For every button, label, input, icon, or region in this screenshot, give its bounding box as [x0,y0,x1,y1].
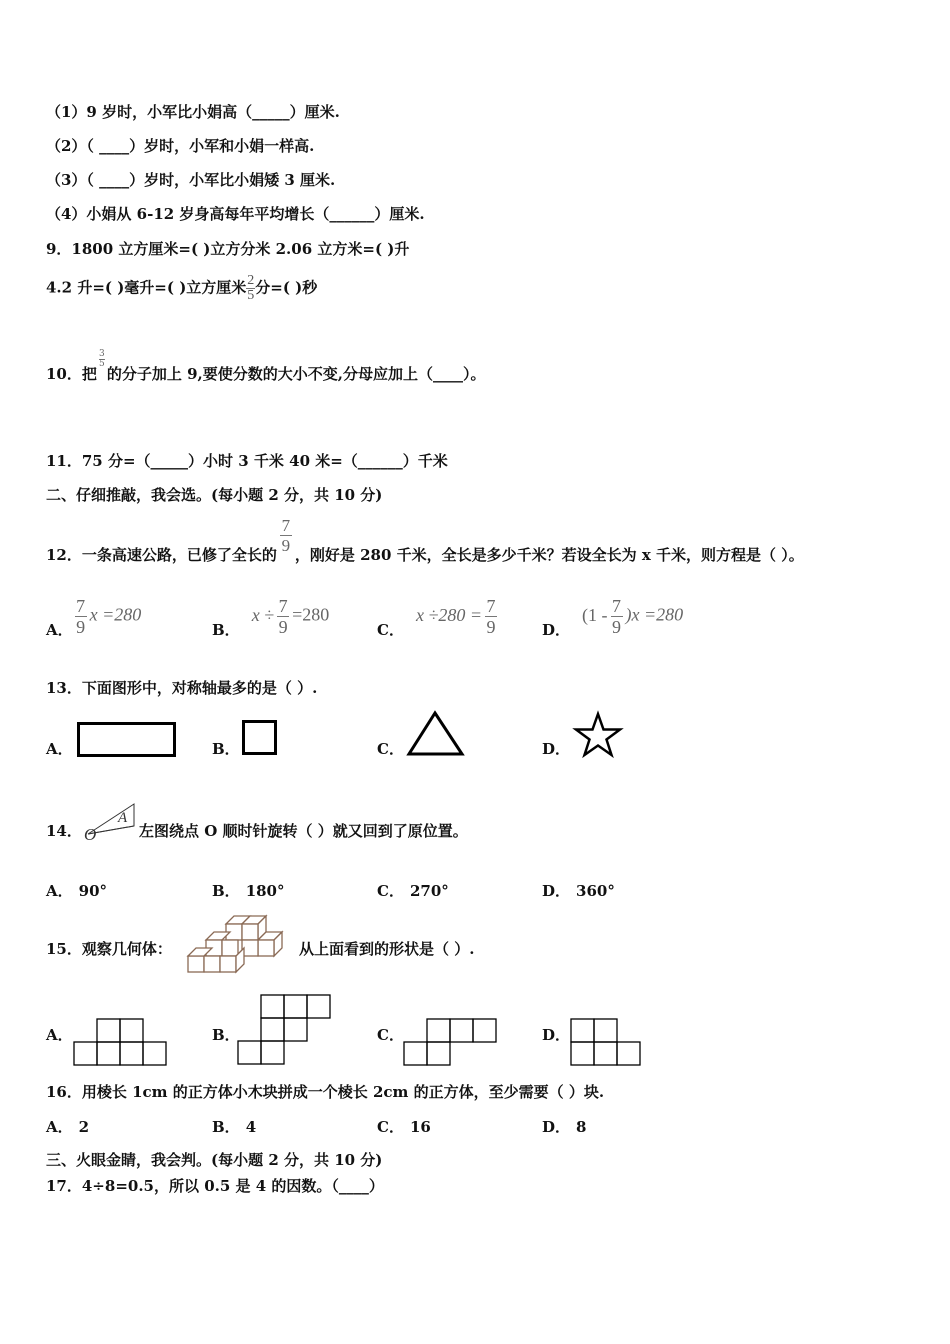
q12-d-num: 7 [612,596,622,616]
q12-option-c[interactable] [377,596,500,637]
q13-option-d-label[interactable]: D． [542,740,571,758]
q15-option-b-grid [238,994,332,1066]
q16-option-c[interactable] [377,1116,431,1137]
q12-fraction [280,516,292,555]
q12-b-expr-tail: =280 [292,604,330,625]
point-a-label: A [118,810,128,826]
q14-option-c-label: C． [377,882,404,900]
question-15-tail: 从上面看到的形状是（ ）. [299,940,475,958]
q10-frac-num: 3 [99,348,105,359]
question-15: 15．观察几何体： [46,940,172,958]
question-9: 9．1800 立方厘米=( )立方分米 2.06 立方米=( )升 [46,240,410,258]
q16-option-d-value: 8 [576,1118,587,1136]
question-17: 17．4÷8=0.5，所以 0.5 是 4 的因数。（____） [46,1177,384,1195]
q10-text-post: 的分子加上 9,要使分数的大小不变,分母应加上（____）。 [106,365,486,383]
q12-c-num: 7 [486,596,496,616]
q12-option-d[interactable] [542,596,683,637]
q15-option-d-grid [570,1018,642,1066]
q16-option-a-value: 2 [78,1118,90,1136]
q12-d-expr-head: (1 - [582,604,608,625]
q13-option-c-label[interactable]: C． [377,740,404,758]
q14-option-b-value: 180° [245,882,285,900]
star-shape [574,712,622,758]
q12-a-den: 9 [76,617,86,637]
rectangle-shape [77,722,177,758]
q14-option-d-label: D． [542,882,571,900]
q14-option-b[interactable] [212,880,285,901]
q15-option-d-label[interactable]: D． [542,1026,571,1044]
q12-a-expr: x =280 [89,604,142,625]
question-14: 左图绕点 O 顺时针旋转（ ）就又回到了原位置。 [139,822,468,840]
q15-option-c-grid [404,1018,498,1066]
q12-c-expr: x ÷280 = [415,604,482,625]
q10-frac-den: 5 [99,358,105,369]
q15-option-c-label[interactable]: C． [377,1026,404,1044]
q9-frac-num: 2 [247,273,255,288]
q12-text-pre: 12．一条高速公路，已修了全长的 [46,545,277,564]
question-16: 16．用棱长 1cm 的正方体小木块拼成一个棱长 2cm 的正方体，至少需要（ ）块. [46,1083,605,1101]
q12-d-den: 9 [612,617,622,637]
q12-option-b[interactable] [212,596,329,637]
q12-a-fraction [75,596,87,637]
q12-c-den: 9 [486,617,496,637]
q12-option-b-label: B． [212,620,240,639]
question-13: 13．下面图形中，对称轴最多的是（ ）. [46,679,318,697]
q14-option-a-value: 90° [78,882,108,900]
q12-option-d-label: D． [542,620,571,639]
point-o-label: O [84,825,97,844]
subq-4: （4）小娟从 6-12 岁身高每年平均增长（______）厘米. [46,205,425,223]
cube-solid-figure [184,912,294,978]
q13-option-a-label[interactable]: A． [46,740,73,758]
q15-option-a-label[interactable]: A． [46,1026,73,1044]
q16-option-c-label: C． [377,1118,404,1136]
q10-fraction [99,350,105,369]
question-11: 11．75 分=（_____）小时 3 千米 40 米=（______）千米 [46,452,448,470]
q13-option-b-label[interactable]: B． [212,740,240,758]
q12-a-num: 7 [76,596,86,616]
q12-option-a[interactable] [46,596,141,637]
q12-b-fraction [277,596,289,637]
q12-option-a-label: A． [46,620,73,639]
q12-b-num: 7 [278,596,288,616]
q12-frac-den: 9 [281,536,291,555]
q15-option-a-grid [74,1018,168,1066]
section-3-heading: 三、火眼金睛，我会判。(每小题 2 分，共 10 分) [46,1151,383,1169]
section-2-heading: 二、仔细推敲，我会选。(每小题 2 分，共 10 分) [46,486,383,504]
q9-text-post: 分=( )秒 [255,278,318,297]
q12-d-expr-tail: )x =280 [625,604,684,625]
q9-frac-den: 5 [247,288,255,303]
q12-d-fraction [611,596,623,637]
q16-option-a[interactable] [46,1116,89,1137]
q12-b-den: 9 [278,617,288,637]
q14-option-b-label: B． [212,882,240,900]
q16-option-b[interactable] [212,1116,256,1137]
question-12 [46,516,804,566]
subq-1: （1）9 岁时，小军比小娟高（_____）厘米. [46,103,340,121]
question-14-number: 14． [46,822,82,840]
q16-option-b-label: B． [212,1118,240,1136]
subq-3: （3）（ ____）岁时，小军比小娟矮 3 厘米. [46,171,336,189]
question-10 [46,348,486,385]
q16-option-a-label: A． [46,1118,73,1136]
q15-option-b-label[interactable]: B． [212,1026,240,1044]
q16-option-d[interactable] [542,1116,586,1137]
q14-option-c[interactable] [377,880,449,901]
q16-option-d-label: D． [542,1118,571,1136]
question-9-line2 [46,274,317,303]
q16-option-b-value: 4 [245,1118,257,1136]
q9-text-pre: 4.2 升=( )毫升=( )立方厘米 [46,278,247,297]
q12-c-fraction [485,596,497,637]
q10-text-pre: 10．把 [46,365,97,383]
subq-2: （2）（ ____）岁时，小军和小娟一样高. [46,137,315,155]
q14-option-d[interactable] [542,880,615,901]
square-shape [242,720,278,756]
q12-b-expr-head: x ÷ [251,604,275,625]
q14-option-a[interactable] [46,880,107,901]
rotation-figure [80,800,138,842]
q9-fraction [246,274,255,303]
q12-option-c-label: C． [377,620,404,639]
q16-option-c-value: 16 [409,1118,431,1136]
q12-text-post: ，刚好是 280 千米，全长是多少千米？若设全长为 x 千米，则方程是（ ）。 [294,545,804,564]
q14-option-d-value: 360° [576,882,615,900]
q14-option-a-label: A． [46,882,73,900]
triangle-shape [406,710,466,758]
q14-option-c-value: 270° [409,882,449,900]
q12-frac-num: 7 [281,516,291,535]
